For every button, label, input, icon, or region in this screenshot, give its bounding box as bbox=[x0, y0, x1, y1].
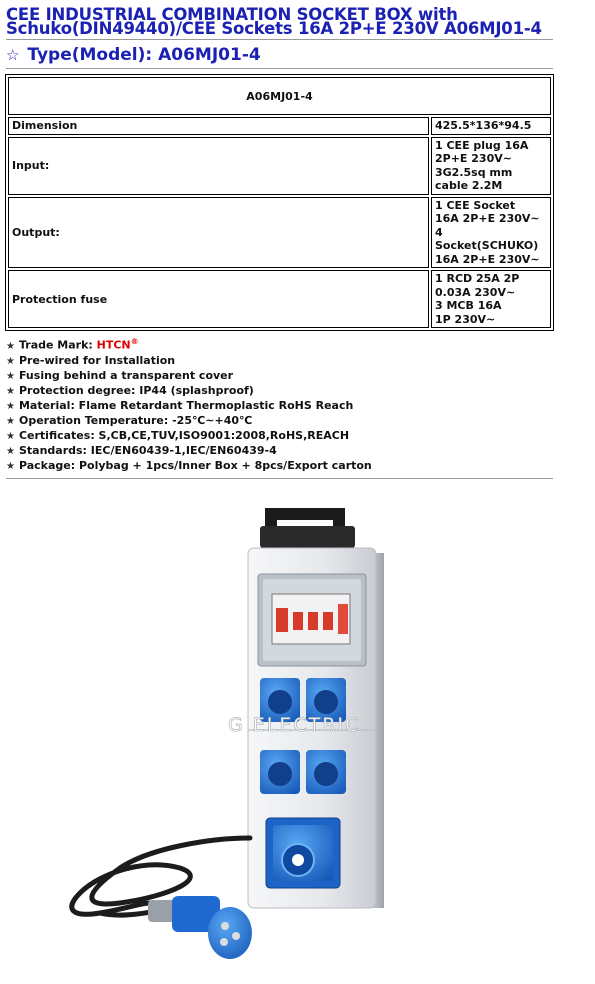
watermark: G ELECTRIC bbox=[228, 714, 361, 736]
feature-item bbox=[6, 369, 553, 384]
feature-list bbox=[6, 335, 553, 474]
spec-label: Output: bbox=[8, 197, 429, 269]
cee-plug bbox=[148, 896, 252, 959]
registered-mark: ® bbox=[130, 337, 139, 346]
spec-label: Dimension bbox=[8, 117, 429, 135]
spec-row bbox=[8, 137, 551, 195]
product-page bbox=[6, 6, 553, 479]
feature-text: Material: Flame Retardant Thermoplastic RoHS Reach bbox=[18, 398, 354, 412]
divider bbox=[6, 68, 553, 69]
feature-item bbox=[6, 414, 553, 429]
feature-text: Package: Polybag + 1pcs/Inner Box + 8pcs/Export carton bbox=[18, 458, 372, 472]
feature-item bbox=[6, 384, 553, 399]
feature-item-trade-mark bbox=[6, 335, 553, 354]
feature-text: Certificates: S,CB,CE,TUV,ISO9001:2008,RoHS,REACH bbox=[18, 428, 350, 442]
spec-label: Input: bbox=[8, 137, 429, 195]
product-photo bbox=[60, 508, 395, 978]
feature-text: Operation Temperature: -25℃~+40℃ bbox=[18, 413, 253, 427]
spec-header-row bbox=[8, 77, 551, 115]
feature-item bbox=[6, 459, 553, 474]
feature-text: Protection degree: IP44 (splashproof) bbox=[18, 383, 254, 397]
star-icon: ★ bbox=[6, 460, 15, 472]
star-icon: ★ bbox=[6, 370, 15, 382]
star-icon: ★ bbox=[6, 340, 15, 352]
brand-name: HTCN bbox=[96, 338, 131, 352]
feature-text: Fusing behind a transparent cover bbox=[18, 368, 234, 382]
feature-text: Standards: IEC/EN60439-1,IEC/EN60439-4 bbox=[18, 443, 277, 457]
star-icon: ★ bbox=[6, 445, 15, 457]
carry-handle bbox=[260, 508, 355, 548]
spec-row bbox=[8, 270, 551, 328]
feature-item bbox=[6, 429, 553, 444]
product-title: CEE INDUSTRIAL COMBINATION SOCKET BOX with Schuko(DIN49440)/CEE Sockets 16A 2P+E 230V A06MJ01-4 bbox=[6, 5, 542, 38]
socket-box-illustration bbox=[60, 508, 395, 978]
breaker-window bbox=[258, 574, 366, 666]
spec-row bbox=[8, 197, 551, 269]
feature-text: Pre-wired for Installation bbox=[18, 353, 176, 367]
cee-socket bbox=[266, 818, 340, 888]
spec-label: Protection fuse bbox=[8, 270, 429, 328]
trade-mark-label: Trade Mark: bbox=[18, 338, 97, 352]
star-icon: ★ bbox=[6, 385, 15, 397]
divider bbox=[6, 39, 553, 40]
spec-header-cell: A06MJ01-4 bbox=[8, 77, 551, 115]
star-outline-icon: ☆ bbox=[6, 46, 20, 64]
star-icon: ★ bbox=[6, 430, 15, 442]
model-heading bbox=[6, 46, 553, 64]
star-icon: ★ bbox=[6, 415, 15, 427]
spec-row bbox=[8, 117, 551, 135]
star-icon: ★ bbox=[6, 400, 15, 412]
divider bbox=[6, 478, 553, 479]
spec-value: 1 CEE plug 16A 2P+E 230V~ 3G2.5sq mm cable 2.2M bbox=[431, 137, 551, 195]
star-icon: ★ bbox=[6, 355, 15, 367]
feature-item bbox=[6, 444, 553, 459]
spec-value: 1 RCD 25A 2P 0.03A 230V~ 3 MCB 16A 1P 230V~ bbox=[431, 270, 551, 328]
model-heading-text: Type(Model): A06MJ01-4 bbox=[27, 45, 261, 65]
spec-value: 425.5*136*94.5 bbox=[431, 117, 551, 135]
feature-item bbox=[6, 399, 553, 414]
spec-table bbox=[5, 74, 554, 331]
spec-value: 1 CEE Socket 16A 2P+E 230V~ 4 Socket(SCHUKO) 16A 2P+E 230V~ bbox=[431, 197, 551, 269]
feature-item bbox=[6, 354, 553, 369]
